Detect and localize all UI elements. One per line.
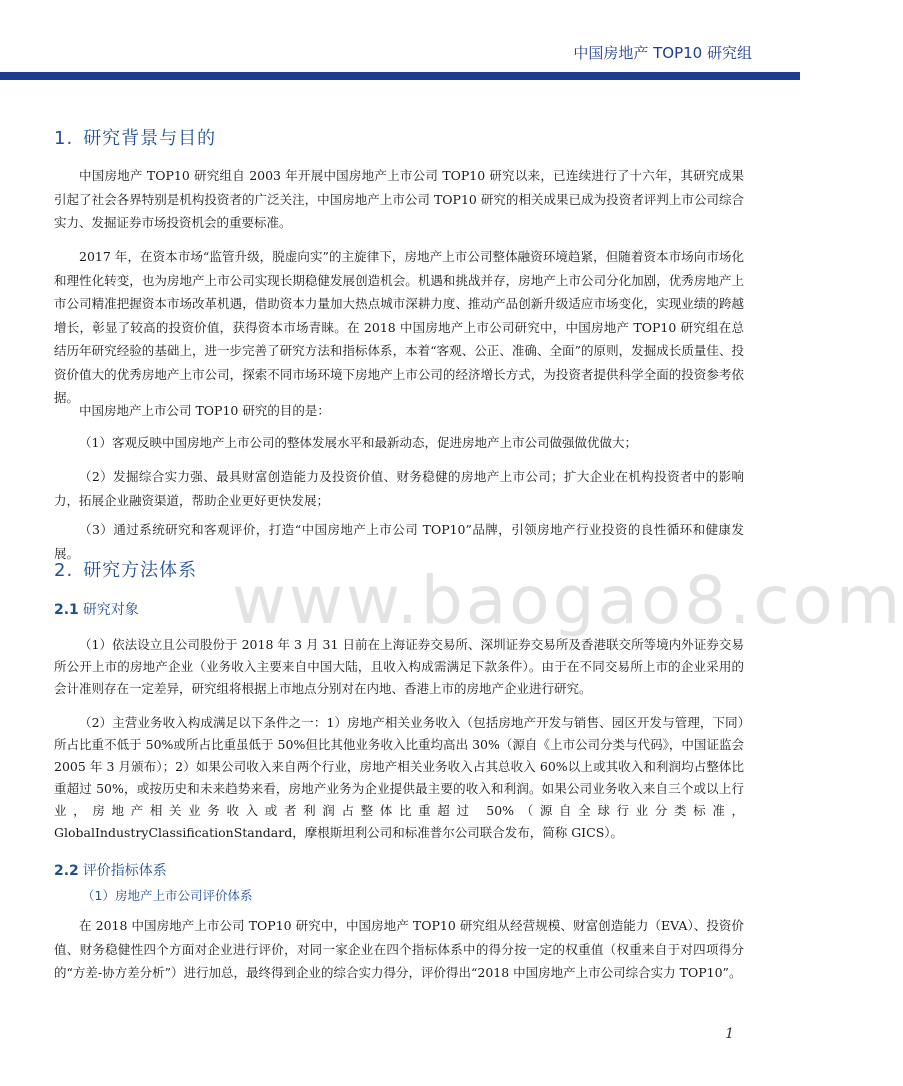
section-title: 研究对象 [82, 602, 139, 618]
section-number: 2.1 [54, 602, 79, 618]
paragraph-purpose-2: （2）发掘综合实力强、最具财富创造能力及投资价值、财务稳健的房地产上市公司；扩大企业在机构投资者中的影响力，拓展企业融资渠道，帮助企业更好更快发展； [54, 469, 744, 508]
section-number: 1. [54, 128, 74, 149]
paragraph-scope-2: （2）主营业务收入构成满足以下条件之一：1）房地产相关业务收入（包括房地产开发与销售、园区开发与管理，下同）所占比重不低于 50%或所占比重虽低于 50%但比其他业务收入比重均高出 30%（源自《上市公司分类与代码》，中国证监会 2005 年 3 月颁布）；2）如果公司收入来自两个行业，房地产相关业务收入占其总收入 60%以上或其收入和利润均占整体比重超过 50%，或按历史和未来趋势来看，房地产业务为企业提供最主要的收入和利润。如果公司业务收入来自三个或以上行业，房地产相关业务收入或者利润占整体比重超过 50%（源自全球行业分类标准，GlobalIndustryClassificationStandard，摩根斯坦利公司和标准普尔公司联合发布，简称 GICS）。 [54, 715, 744, 840]
section-2-2-heading [54, 860, 167, 880]
paragraph-purpose-1: （1）客观反映中国房地产上市公司的整体发展水平和最新动态，促进房地产上市公司做强做优做大； [79, 435, 637, 450]
paragraph-evaluation: 在 2018 中国房地产上市公司 TOP10 研究中，中国房地产 TOP10 研究组从经营规模、财富创造能力（EVA）、投资价值、财务稳健性四个方面对企业进行评价，对同一家企业在四个指标体系中的得分按一定的权重值（权重来自于对四项得分的“方差-协方差分析”）进行加总，最终得到企业的综合实力得分，评价得出“2018 中国房地产上市公司综合实力 TOP10”。 [54, 918, 744, 980]
section-1-heading [54, 124, 216, 150]
watermark: www.baogao8.com [232, 562, 903, 639]
header-title: 中国房地产 TOP10 研究组 [573, 44, 752, 62]
section-title: 评价指标体系 [82, 863, 167, 879]
paragraph-background-2: 2017 年，在资本市场“监管升级，脱虚向实”的主旋律下，房地产上市公司整体融资环境趋紧，但随着资本市场向市场化和理性化转变，也为房地产上市公司实现长期稳健发展创造机会。机遇和挑战并存，房地产上市公司分化加剧，优秀房地产上市公司精准把握资本市场改革机遇，借助资本力量加大热点城市深耕力度、推动产品创新升级适应市场变化，实现业绩的跨越增长，彰显了较高的投资价值，获得资本市场青睐。在 2018 中国房地产上市公司研究中，中国房地产 TOP10 研究组在总结历年研究经验的基础上，进一步完善了研究方法和指标体系，本着“客观、公正、准确、全面”的原则，发掘成长质量佳、投资价值大的优秀房地产上市公司，探索不同市场环境下房地产上市公司的经济增长方式，为投资者提供科学全面的投资参考依据。 [54, 249, 744, 405]
paragraph-scope-1: （1）依法设立且公司股份于 2018 年 3 月 31 日前在上海证券交易所、深圳证券交易所及香港联交所等境内外证券交易所公开上市的房地产企业（业务收入主要来自中国大陆，且收入构成需满足下款条件）。由于在不同交易所上市的企业采用的会计准则存在一定差异，研究组将根据上市地点分别对在内地、香港上市的房地产企业进行研究。 [54, 637, 744, 696]
section-number: 2. [54, 560, 74, 581]
subsection-evaluation-system: （1）房地产上市公司评价体系 [82, 888, 253, 903]
page-number: 1 [725, 1026, 734, 1042]
paragraph-background-1: 中国房地产 TOP10 研究组自 2003 年开展中国房地产上市公司 TOP10 研究以来，已连续进行了十六年，其研究成果引起了社会各界特别是机构投资者的广泛关注，中国房地产上市公司 TOP10 研究的相关成果已成为投资者评判上市公司综合实力、发掘证券市场投资机会的重要标准。 [54, 168, 744, 230]
section-number: 2.2 [54, 863, 79, 879]
section-2-heading [54, 556, 197, 582]
section-2-1-heading [54, 599, 139, 619]
paragraph-purpose-intro: 中国房地产上市公司 TOP10 研究的目的是： [79, 403, 330, 418]
paragraph-purpose-3: （3）通过系统研究和客观评价，打造“中国房地产上市公司 TOP10”品牌，引领房地产行业投资的良性循环和健康发展。 [54, 522, 744, 561]
section-title: 研究背景与目的 [83, 128, 217, 149]
header-rule [0, 72, 800, 80]
section-title: 研究方法体系 [83, 560, 198, 581]
